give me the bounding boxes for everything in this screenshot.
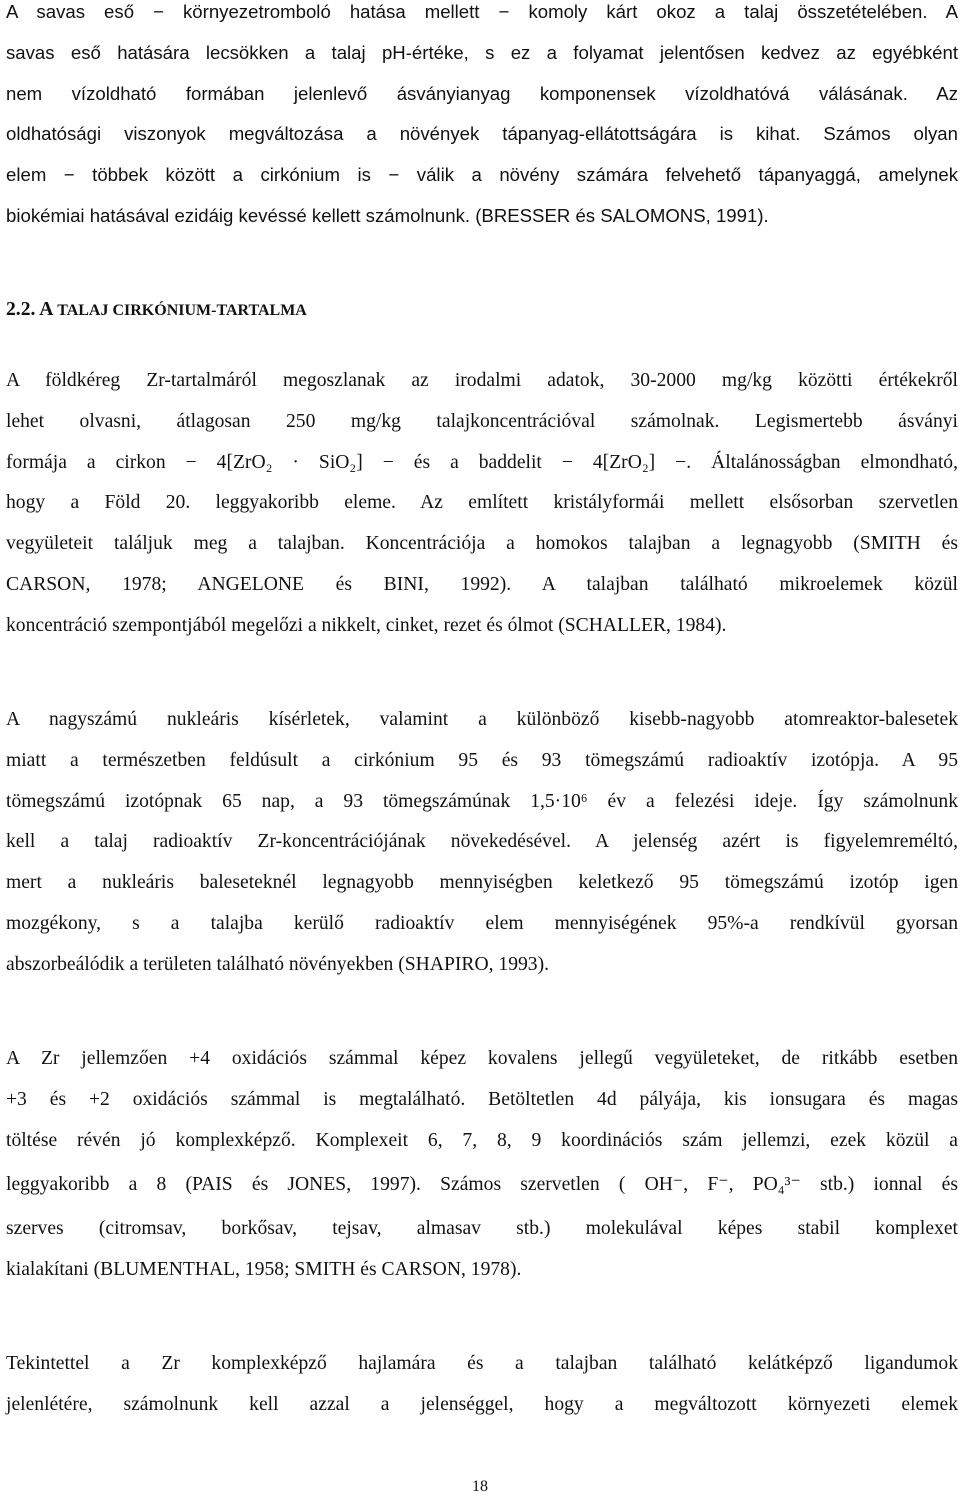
- text-line: miatt a természetben feldúsult a cirkónium 95 és 93 tömegszámú radioaktív izotópja. A 95: [6, 749, 958, 771]
- text-line: A Zr jellemzően +4 oxidációs számmal képez kovalens jellegű vegyületeket, de ritkább esetben: [6, 1048, 958, 1069]
- text-line: CARSON, 1978; ANGELONE és BINI, 1992). A talajban található mikroelemek közül: [6, 573, 958, 595]
- paragraph-radioactive-isotopes: [6, 700, 958, 986]
- text-line: kialakítani (BLUMENTHAL, 1958; SMITH és CARSON, 1978).: [6, 1259, 522, 1281]
- text-line: mozgékony, s a talajba kerülő radioaktív elem mennyiségének 95%-a rendkívül gyorsan: [6, 912, 958, 934]
- text-line: mert a nukleáris baleseteknél legnagyobb mennyiségben keletkező 95 tömegszámú izotóp igen: [6, 872, 958, 894]
- section-title: TALAJ CIRKÓNIUM-TARTALMA: [57, 302, 307, 319]
- paragraph-zirconium-content: [6, 361, 958, 647]
- text-line: tömegszámú izotópnak 65 nap, a 93 tömegszámúnak 1,5·10⁶ év a felezési ideje. Így számolnunk: [6, 790, 958, 812]
- text-line: hogy a Föld 20. leggyakoribb eleme. Az említett kristályformái mellett elsősorban szervetlen: [6, 492, 958, 514]
- section-title-initial: A: [39, 299, 53, 320]
- text-line: A nagyszámú nukleáris kísérletek, valamint a különböző kisebb-nagyobb atomreaktor-balesetek: [6, 709, 958, 730]
- text-line: lehet olvasni, átlagosan 250 mg/kg talajkoncentrációval számolnak. Legismertebb ásványi: [6, 410, 958, 432]
- paragraph-complex-forming: [6, 1344, 958, 1426]
- text-line: szerves (citromsav, borkősav, tejsav, almasav stb.) molekulával képes stabil komplexet: [6, 1218, 958, 1240]
- text-line: koncentráció szempontjából megelőzi a nikkelt, cinket, rezet és ólmot (SCHALLER, 1984).: [6, 614, 727, 636]
- text-line: leggyakoribb a 8 (PAIS és JONES, 1997). Számos szervetlen ( OH⁻, F⁻, PO₄³⁻ stb.) ionnal és: [6, 1174, 958, 1196]
- text-line: Tekintettel a Zr komplexképző hajlamára és a talajban található kelátképző ligandumok: [6, 1353, 958, 1374]
- text-line: abszorbeálódik a területen található növényekben (SHAPIRO, 1993).: [6, 953, 550, 975]
- paragraph-acid-rain: [6, 0, 958, 237]
- text-line: jelenlétére, számolnunk kell azzal a jelenséggel, hogy a megváltozott környezeti elemek: [6, 1393, 958, 1415]
- page-number: 18: [472, 1478, 488, 1495]
- text-line: formája a cirkon − 4[ZrO₂ · SiO₂] − és a baddelit − 4[ZrO₂] −. Általánosságban elmondható,: [6, 451, 958, 473]
- text-line: oldhatósági viszonyok megváltozása a növények tápanyag-ellátottságára is kihat. Számos olyan: [6, 123, 958, 145]
- text-line: kell a talaj radioaktív Zr-koncentrációjának növekedésével. A jelenség azért is figyelemreméltó,: [6, 831, 958, 853]
- text-line: A földkéreg Zr-tartalmáról megoszlanak az irodalmi adatok, 30-2000 mg/kg közötti értékekről: [6, 370, 958, 391]
- section-number: 2.2.: [6, 299, 36, 320]
- text-line: savas eső hatására lecsökken a talaj pH-értéke, s ez a folyamat jelentősen kedvez az egyébként: [6, 41, 958, 63]
- text-line: biokémiai hatásával ezidáig kevéssé kellett számolnunk. (BRESSER és SALOMONS, 1991).: [6, 204, 769, 226]
- text-line: töltése révén jó komplexképző. Komplexeit 6, 7, 8, 9 koordinációs szám jellemzi, ezek közül a: [6, 1129, 958, 1151]
- paragraph-oxidation-states: [6, 1039, 958, 1291]
- text-line: A savas eső − környezetromboló hatása mellett − komoly kárt okoz a talaj összetételében. A: [6, 1, 958, 22]
- text-line: vegyületeit találjuk meg a talajban. Koncentrációja a homokos talajban a legnagyobb (SMITH és: [6, 533, 958, 555]
- text-line: nem vízoldható formában jelenlevő ásványianyag komponensek vízoldhatóvá válásának. Az: [6, 82, 958, 104]
- text-line: elem − többek között a cirkónium is − válik a növény számára felvehető tápanyaggá, amelynek: [6, 164, 958, 186]
- text-line: +3 és +2 oxidációs számmal is megtalálható. Betöltetlen 4d pályája, kis ionsugara és magas: [6, 1088, 958, 1110]
- section-heading: [6, 290, 307, 331]
